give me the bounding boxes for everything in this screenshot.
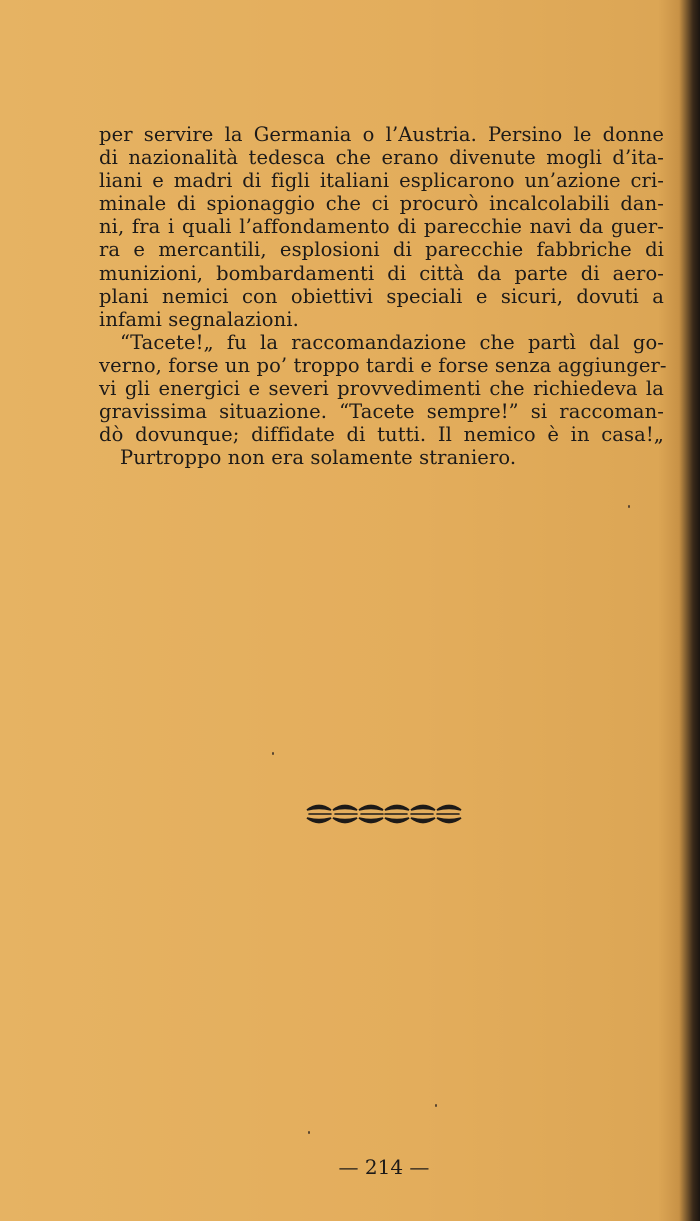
paper-speck [628,505,630,508]
text-line: dò dovunque; diffidate di tutti. Il nemico è in casa!„ [99,423,664,447]
text-line: munizioni, bombardamenti di città da parte di aero- [99,261,664,285]
text-line: ra e mercantili, esplosioni di parecchie fabbriche di [99,238,664,262]
text-line: di nazionalità tedesca che erano divenute mogli d’ita- [99,146,664,170]
body-text [99,123,667,470]
paper-speck [435,1104,437,1107]
text-line: minale di spionaggio che ci procurò incalcolabili dan- [99,192,664,216]
paper-speck [308,1131,310,1134]
text-line: “Tacete!„ fu la raccomandazione che partì dal go- [120,330,664,354]
text-line: ni, fra i quali l’affondamento di parecchie navi da guer- [99,215,664,239]
text-line: per servire la Germania o l’Austria. Persino le donne [99,123,664,146]
text-line: infami segnalazioni. [99,307,299,331]
text-line: liani e madri di figli italiani esplicarono un’azione cri- [99,169,664,193]
page-number: — 214 — [338,1155,430,1179]
text-line: verno, forse un po’ troppo tardi e forse senza aggiunger- [99,353,667,377]
text-line: vi gli energici e severi provvedimenti che richiedeva la [99,377,664,401]
text-line: Purtroppo non era solamente straniero. [120,446,517,470]
paper-speck [272,752,274,755]
laurel-ornament-icon [305,800,465,828]
text-line: gravissima situazione. “Tacete sempre!” si raccoman- [99,400,664,424]
text-line: plani nemici con obiettivi speciali e sicuri, dovuti a [99,284,664,308]
